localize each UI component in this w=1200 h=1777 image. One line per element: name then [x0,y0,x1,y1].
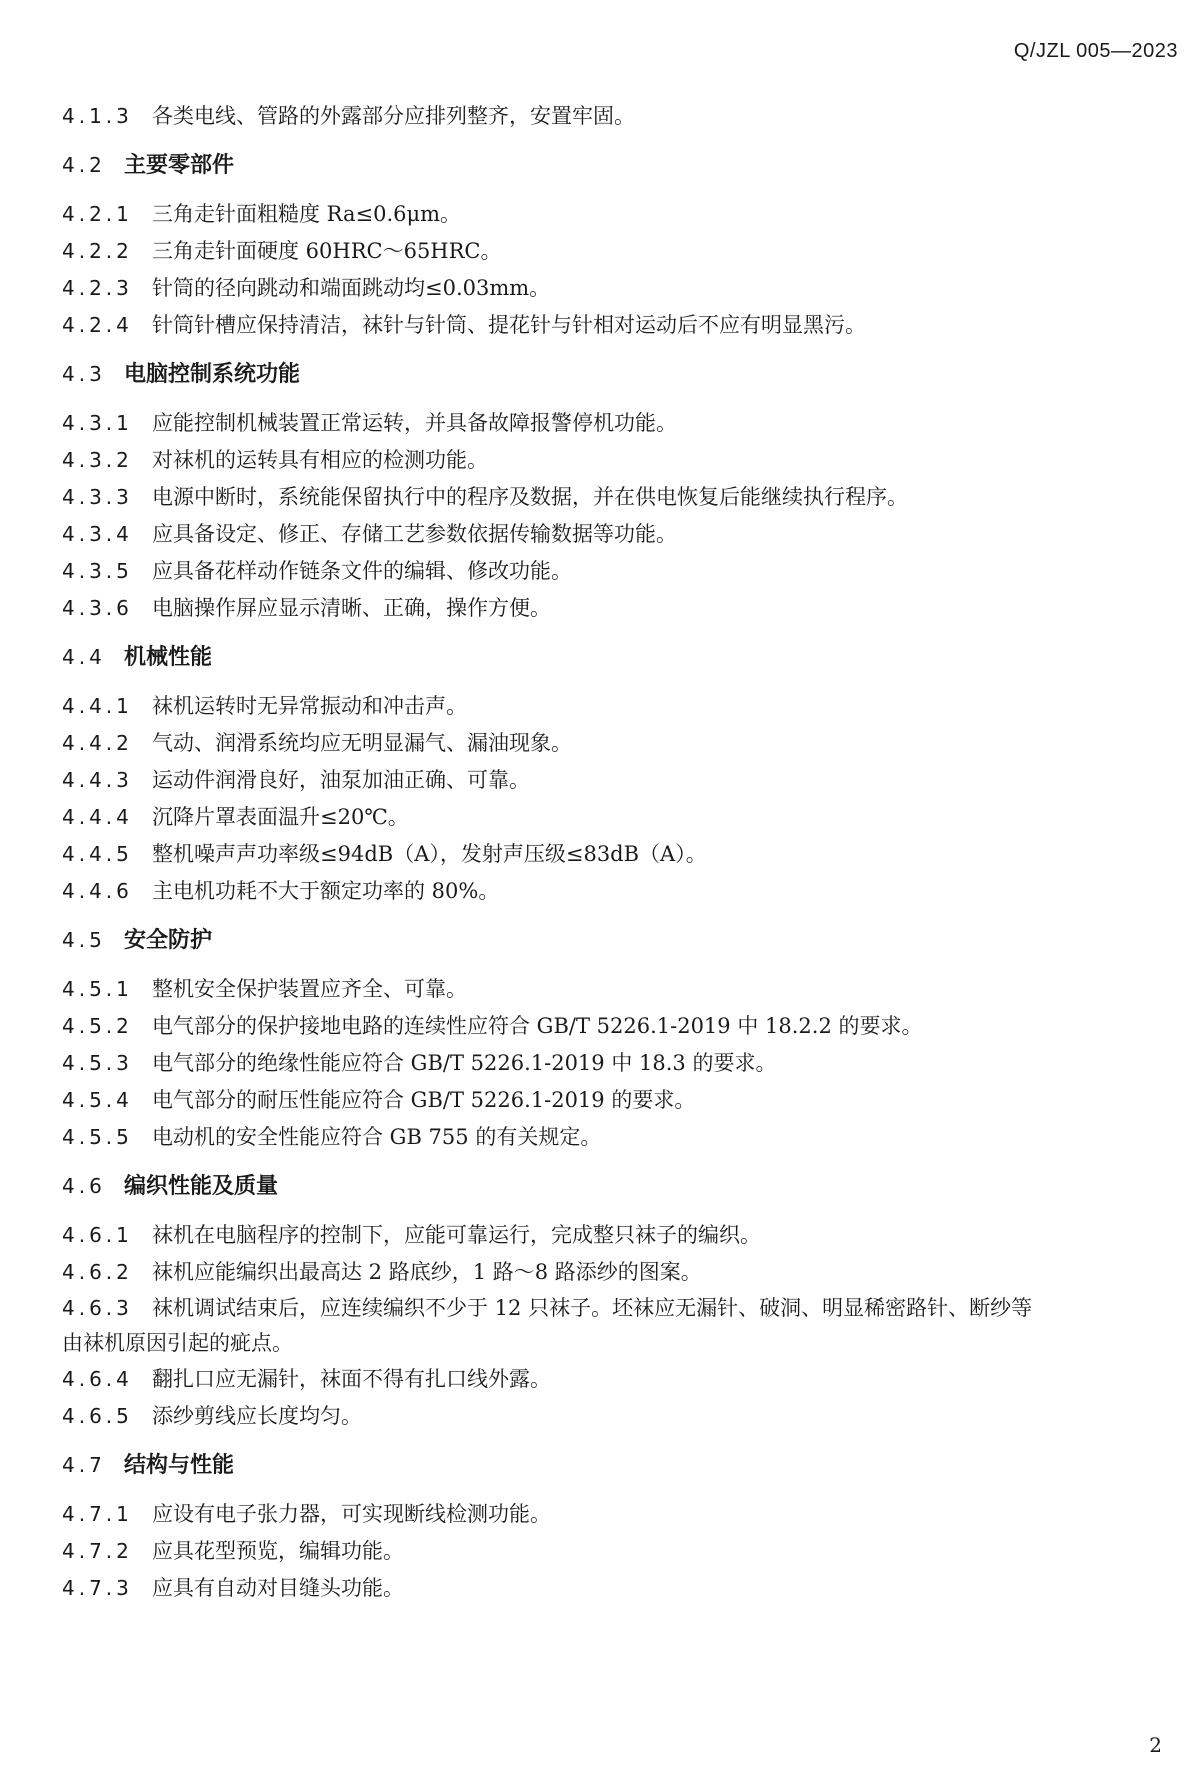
clause-item [62,1119,1178,1156]
clause-item [62,1398,1178,1435]
document-body [62,98,1178,1607]
clause-item [62,688,1178,725]
section-number: 4.6 [62,1174,106,1198]
clause-item [62,1008,1178,1045]
section-heading [62,147,1178,184]
clause-number: 4.3.4 [62,522,133,546]
clause-number: 4.6.4 [62,1367,133,1391]
clause-number: 4.5.3 [62,1051,133,1075]
clause-item [62,196,1178,233]
section-heading [62,639,1178,676]
clause-number: 4.2.2 [62,239,133,263]
clause-text: 应设有电子张力器，可实现断线检测功能。 [152,1502,551,1526]
clause-text: 针筒的径向跳动和端面跳动均≤0.03mm。 [152,276,551,300]
clause-number: 4.4.2 [62,731,133,755]
clause-item [62,1291,1178,1361]
clause-number: 4.6.3 [62,1296,133,1320]
clause-item [62,762,1178,799]
section-title: 结构与性能 [124,1453,235,1478]
clause-text: 电气部分的保护接地电路的连续性应符合 GB/T 5226.1-2019 中 18.2.2 的要求。 [152,1014,923,1038]
clause-item [62,1570,1178,1607]
clause-number: 4.1.3 [62,104,133,128]
clause-text: 沉降片罩表面温升≤20℃。 [152,805,409,829]
clause-text: 针筒针槽应保持清洁，袜针与针筒、提花针与针相对运动后不应有明显黑污。 [152,313,866,337]
clause-item [62,971,1178,1008]
clause-item [62,553,1178,590]
section-title: 安全防护 [124,928,213,953]
clause-number: 4.5.1 [62,977,133,1001]
clause-number: 4.6.5 [62,1404,133,1428]
section-heading [62,922,1178,959]
clause-number: 4.2.3 [62,276,133,300]
clause-text: 电源中断时，系统能保留执行中的程序及数据，并在供电恢复后能继续执行程序。 [152,485,908,509]
clause-text: 应能控制机械装置正常运转，并具备故障报警停机功能。 [152,411,677,435]
clause-item [62,479,1178,516]
clause-item [62,405,1178,442]
clause-number: 4.2.4 [62,313,133,337]
clause-text: 整机安全保护装置应齐全、可靠。 [152,977,467,1001]
clause-number: 4.3.2 [62,448,133,472]
clause-number: 4.5.5 [62,1125,133,1149]
clause-item [62,1361,1178,1398]
clause-number: 4.5.2 [62,1014,133,1038]
section-title: 电脑控制系统功能 [124,362,301,387]
clause-text: 应具花型预览，编辑功能。 [152,1539,404,1563]
clause-item [62,233,1178,270]
document-code: Q/JZL 005—2023 [1013,40,1178,62]
clause-number: 4.4.5 [62,842,133,866]
clause-text: 电动机的安全性能应符合 GB 755 的有关规定。 [152,1125,602,1149]
clause-number: 4.4.4 [62,805,133,829]
clause-number: 4.3.5 [62,559,133,583]
clause-text: 电脑操作屏应显示清晰、正确，操作方便。 [152,596,551,620]
clause-text: 对袜机的运转具有相应的检测功能。 [152,448,488,472]
section-title: 机械性能 [124,645,213,670]
section-heading [62,356,1178,393]
clause-text: 袜机在电脑程序的控制下，应能可靠运行，完成整只袜子的编织。 [152,1223,761,1247]
clause-item [62,1045,1178,1082]
section-heading [62,1447,1178,1484]
clause-text: 电气部分的耐压性能应符合 GB/T 5226.1-2019 的要求。 [152,1088,696,1112]
section-heading [62,1168,1178,1205]
clause-number: 4.3.3 [62,485,133,509]
section-number: 4.3 [62,362,106,386]
clause-text: 翻扎口应无漏针，袜面不得有扎口线外露。 [152,1367,551,1391]
clause-item [62,307,1178,344]
clause-number: 4.5.4 [62,1088,133,1112]
clause-text: 三角走针面粗糙度 Ra≤0.6μm。 [152,202,462,226]
clause-number: 4.7.3 [62,1576,133,1600]
clause-text: 运动件润滑良好，油泵加油正确、可靠。 [152,768,530,792]
clause-text: 应具备花样动作链条文件的编辑、修改功能。 [152,559,572,583]
clause-item [62,1217,1178,1254]
section-number: 4.2 [62,153,106,177]
section-title: 主要零部件 [124,153,235,178]
clause-number: 4.3.1 [62,411,133,435]
clause-text: 各类电线、管路的外露部分应排列整齐，安置牢固。 [152,104,635,128]
page-number: 2 [1149,1733,1162,1757]
section-number: 4.4 [62,645,106,669]
clause-number: 4.6.1 [62,1223,133,1247]
clause-item [62,516,1178,553]
clause-text: 应具有自动对目缝头功能。 [152,1576,404,1600]
clause-item [62,873,1178,910]
clause-item [62,836,1178,873]
clause-item [62,1082,1178,1119]
clause-text: 主电机功耗不大于额定功率的 80%。 [152,879,500,903]
clause-number: 4.7.2 [62,1539,133,1563]
clause-text: 袜机应能编织出最高达 2 路底纱，1 路～8 路添纱的图案。 [152,1260,702,1284]
clause-item [62,98,1178,135]
clause-text: 三角走针面硬度 60HRC～65HRC。 [152,239,502,263]
clause-number: 4.7.1 [62,1502,133,1526]
clause-item [62,590,1178,627]
clause-item [62,725,1178,762]
clause-text: 应具备设定、修正、存储工艺参数依据传输数据等功能。 [152,522,677,546]
clause-item [62,270,1178,307]
clause-text: 袜机调试结束后，应连续编织不少于 12 只袜子。坯袜应无漏针、破洞、明显稀密路针、断纱等 [152,1296,1033,1320]
clause-number: 4.2.1 [62,202,133,226]
clause-number: 4.4.1 [62,694,133,718]
clause-number: 4.4.6 [62,879,133,903]
clause-number: 4.4.3 [62,768,133,792]
section-number: 4.5 [62,928,106,952]
clause-item [62,1533,1178,1570]
clause-item [62,442,1178,479]
section-title: 编织性能及质量 [124,1174,279,1199]
clause-item [62,799,1178,836]
clause-text: 电气部分的绝缘性能应符合 GB/T 5226.1-2019 中 18.3 的要求。 [152,1051,777,1075]
clause-number: 4.3.6 [62,596,133,620]
clause-number: 4.6.2 [62,1260,133,1284]
clause-text: 气动、润滑系统均应无明显漏气、漏油现象。 [152,731,572,755]
section-number: 4.7 [62,1453,106,1477]
clause-text: 整机噪声声功率级≤94dB（A），发射声压级≤83dB（A）。 [152,842,707,866]
clause-item [62,1254,1178,1291]
clause-text-continuation: 由袜机原因引起的疵点。 [62,1331,293,1355]
clause-item [62,1496,1178,1533]
clause-text: 添纱剪线应长度均匀。 [152,1404,362,1428]
clause-text: 袜机运转时无异常振动和冲击声。 [152,694,467,718]
